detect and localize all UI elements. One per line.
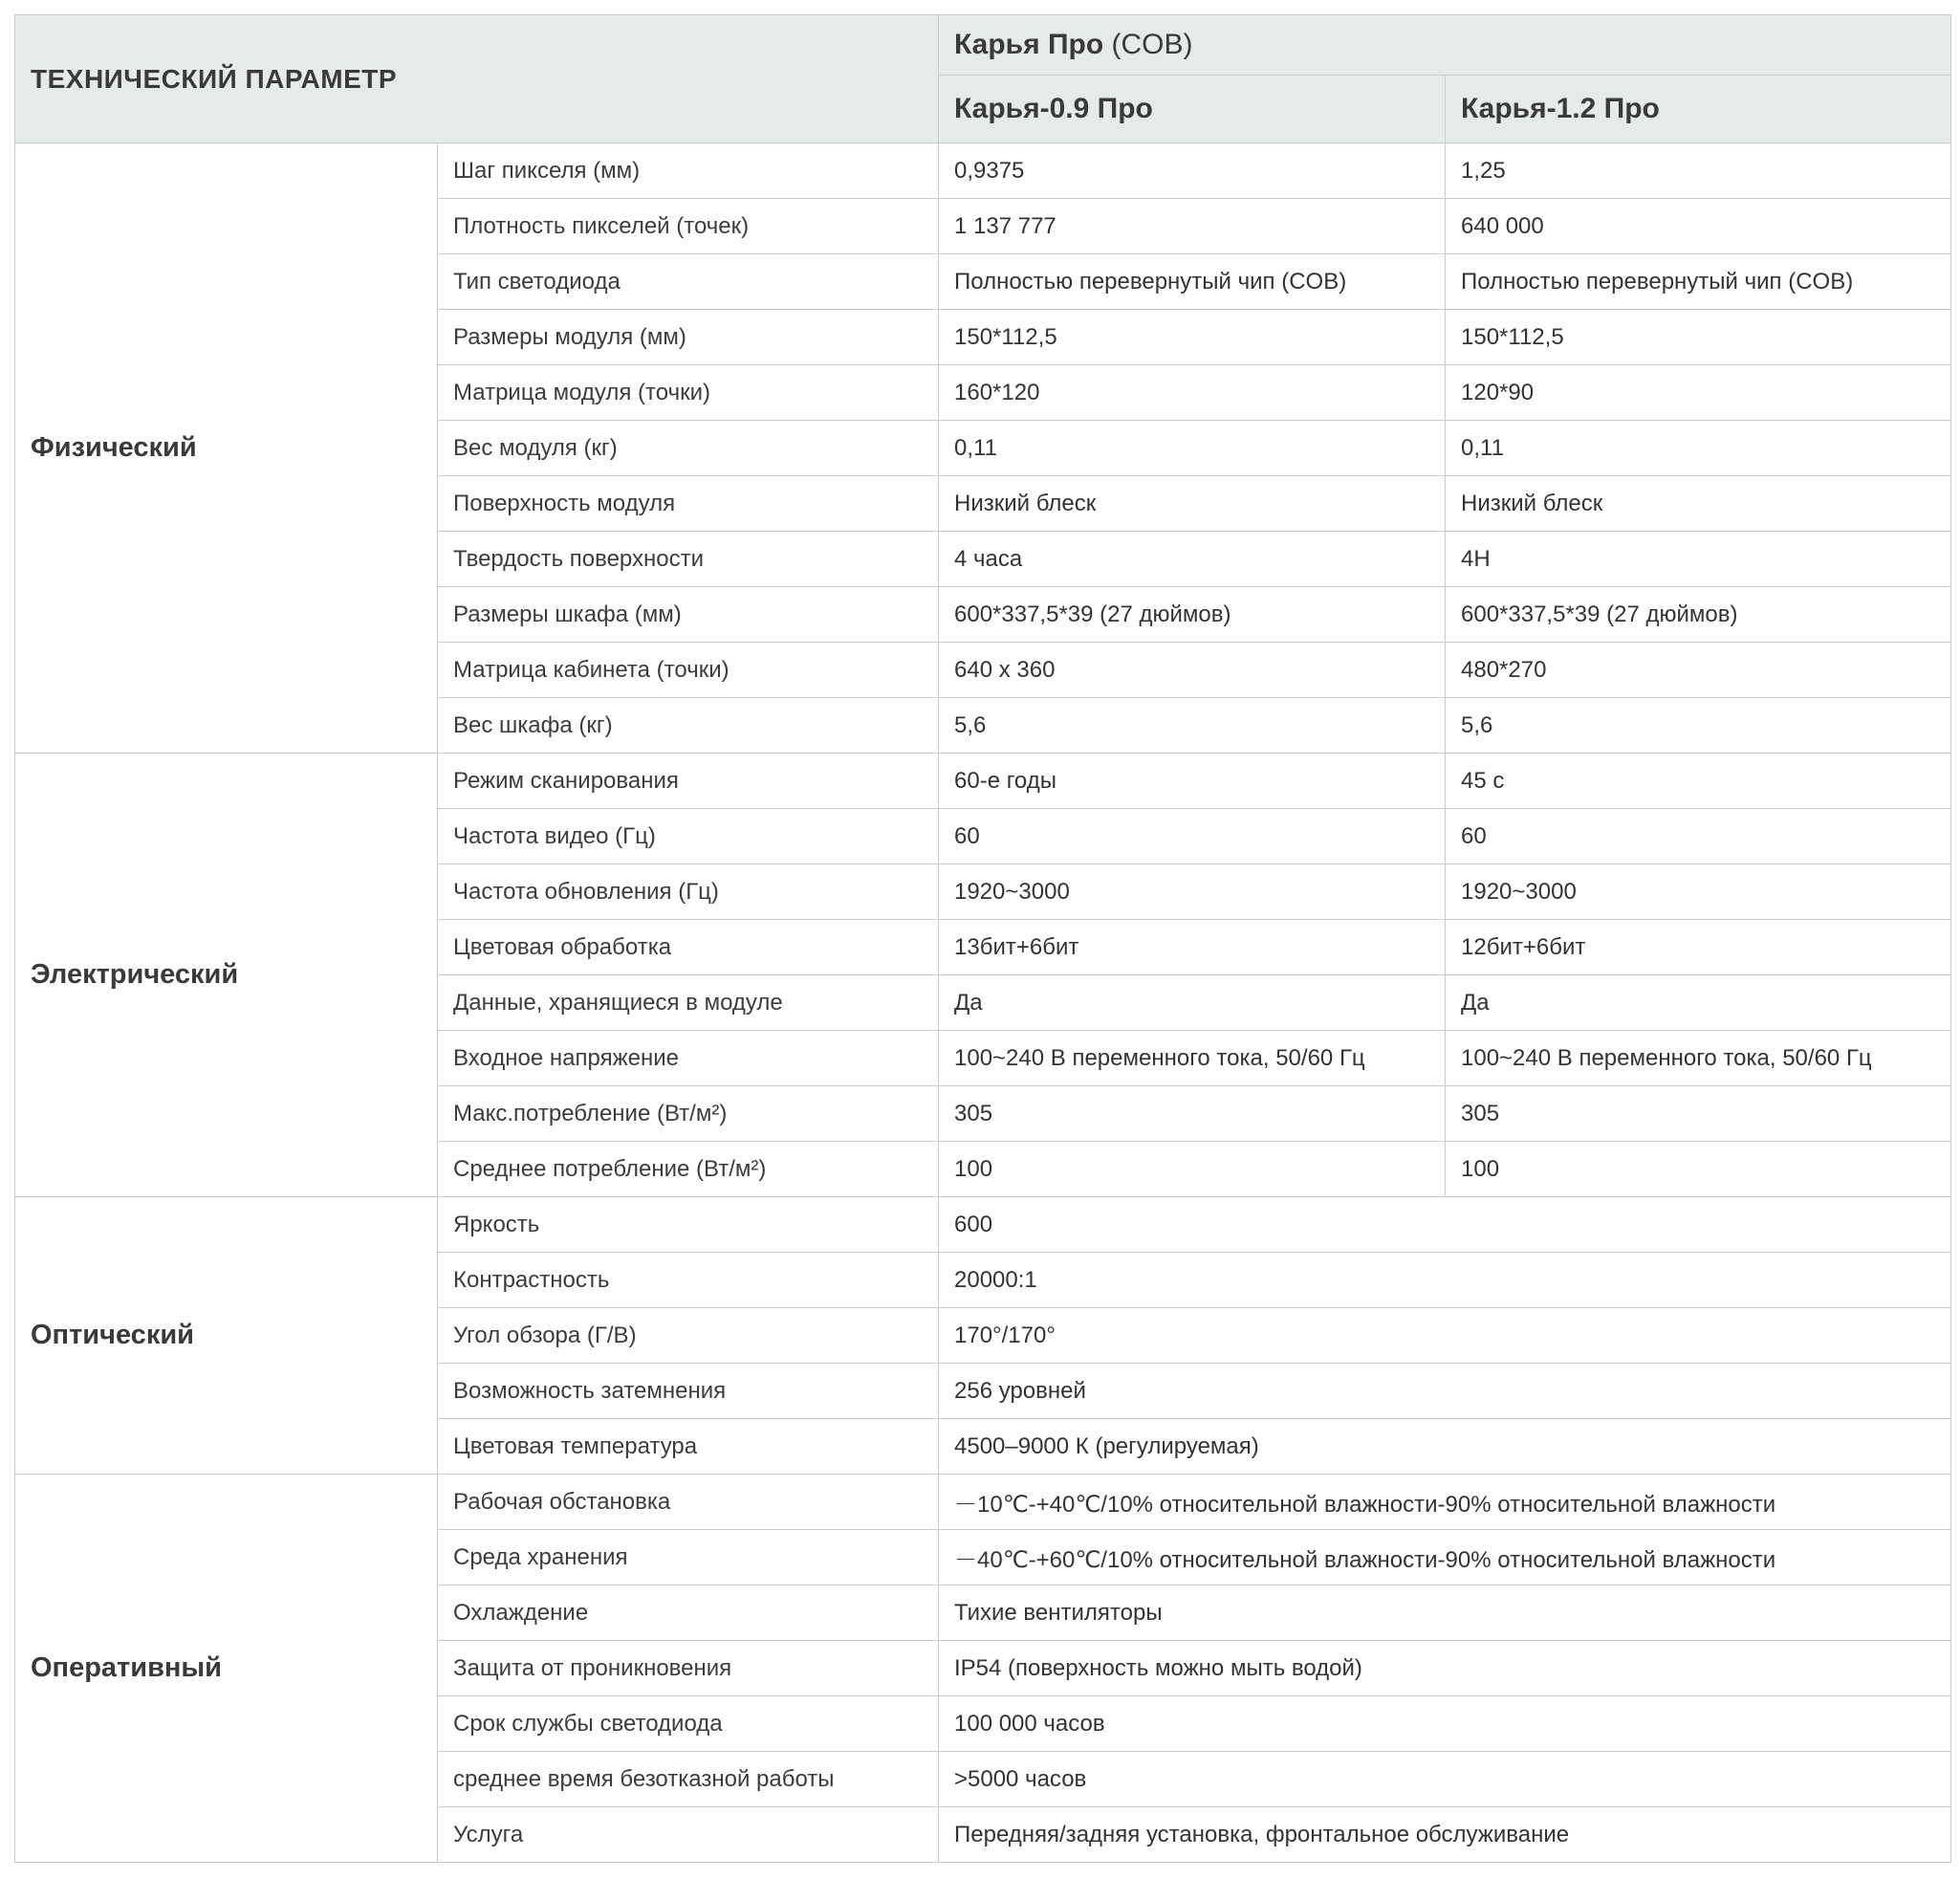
header-title: ТЕХНИЧЕСКИЙ ПАРАМЕТР [15, 15, 939, 143]
header-model-group [939, 15, 1951, 76]
model-2-value-cell: 1,25 [1446, 143, 1951, 199]
model-2-value-cell: 120*90 [1446, 365, 1951, 421]
param-name-cell: Контрастность [438, 1253, 939, 1308]
spec-table [14, 14, 1951, 1863]
model-1-value-cell: 4 часа [939, 532, 1446, 587]
param-name-cell: Цветовая обработка [438, 920, 939, 975]
category-cell: Оптический [15, 1197, 438, 1475]
param-name-cell: Размеры шкафа (мм) [438, 587, 939, 643]
spec-table-container [14, 14, 1950, 1863]
category-cell: Электрический [15, 754, 438, 1197]
spec-table-header [15, 15, 1951, 143]
model-2-value-cell: 5,6 [1446, 698, 1951, 754]
param-name-cell: Срок службы светодиода [438, 1696, 939, 1752]
param-name-cell: Услуга [438, 1807, 939, 1863]
model-2-value-cell: 0,11 [1446, 421, 1951, 476]
model-1-value-cell: 60-е годы [939, 754, 1446, 809]
model-1-value-cell: 100~240 В переменного тока, 50/60 Гц [939, 1031, 1446, 1086]
model-1-value-cell: 0,11 [939, 421, 1446, 476]
header-model-2: Карья-1.2 Про [1446, 76, 1951, 143]
model-2-value-cell: Да [1446, 975, 1951, 1031]
param-name-cell: Угол обзора (Г/В) [438, 1308, 939, 1364]
spec-table-body [15, 143, 1951, 1863]
model-2-value-cell: 100 [1446, 1142, 1951, 1197]
param-name-cell: Охлаждение [438, 1585, 939, 1641]
model-group-suffix: (COB) [1103, 29, 1193, 60]
shared-value-cell: 20000:1 [939, 1253, 1951, 1308]
param-name-cell: Плотность пикселей (точек) [438, 199, 939, 254]
shared-value-cell: 170°/170° [939, 1308, 1951, 1364]
param-name-cell: Защита от проникновения [438, 1641, 939, 1696]
model-2-value-cell: 480*270 [1446, 643, 1951, 698]
model-1-value-cell: 600*337,5*39 (27 дюймов) [939, 587, 1446, 643]
param-name-cell: Поверхность модуля [438, 476, 939, 532]
shared-value-cell: >5000 часов [939, 1752, 1951, 1807]
model-1-value-cell: Полностью перевернутый чип (COB) [939, 254, 1446, 310]
shared-value-cell: Передняя/задняя установка, фронтальное обслуживание [939, 1807, 1951, 1863]
model-1-value-cell: 160*120 [939, 365, 1446, 421]
shared-value-cell: 600 [939, 1197, 1951, 1253]
shared-value-cell: 4500–9000 К (регулируемая) [939, 1419, 1951, 1475]
model-1-value-cell: Низкий блеск [939, 476, 1446, 532]
model-1-value-cell: 640 x 360 [939, 643, 1446, 698]
param-name-cell: Данные, хранящиеся в модуле [438, 975, 939, 1031]
model-1-value-cell: 13бит+6бит [939, 920, 1446, 975]
model-group-name: Карья Про [954, 29, 1104, 60]
model-2-value-cell: 4H [1446, 532, 1951, 587]
shared-value-cell: －10℃-+40℃/10% относительной влажности-90% относительной влажности [939, 1475, 1951, 1530]
spec-row [15, 143, 1951, 199]
model-2-value-cell: 305 [1446, 1086, 1951, 1142]
shared-value-cell: IP54 (поверхность можно мыть водой) [939, 1641, 1951, 1696]
model-1-value-cell: 60 [939, 809, 1446, 864]
spec-row [15, 1475, 1951, 1530]
model-1-value-cell: Да [939, 975, 1446, 1031]
model-2-value-cell: 12бит+6бит [1446, 920, 1951, 975]
category-cell: Физический [15, 143, 438, 754]
param-name-cell: Яркость [438, 1197, 939, 1253]
model-1-value-cell: 5,6 [939, 698, 1446, 754]
header-model-1: Карья-0.9 Про [939, 76, 1446, 143]
model-2-value-cell: 1920~3000 [1446, 864, 1951, 920]
shared-value-cell: 256 уровней [939, 1364, 1951, 1419]
model-2-value-cell: Низкий блеск [1446, 476, 1951, 532]
param-name-cell: Тип светодиода [438, 254, 939, 310]
model-2-value-cell: 60 [1446, 809, 1951, 864]
model-2-value-cell: Полностью перевернутый чип (COB) [1446, 254, 1951, 310]
param-name-cell: Входное напряжение [438, 1031, 939, 1086]
category-cell: Оперативный [15, 1475, 438, 1863]
spec-row [15, 754, 1951, 809]
param-name-cell: Среднее потребление (Вт/м²) [438, 1142, 939, 1197]
model-2-value-cell: 640 000 [1446, 199, 1951, 254]
model-2-value-cell: 600*337,5*39 (27 дюймов) [1446, 587, 1951, 643]
param-name-cell: Возможность затемнения [438, 1364, 939, 1419]
spec-row [15, 1197, 1951, 1253]
shared-value-cell: 100 000 часов [939, 1696, 1951, 1752]
param-name-cell: Частота видео (Гц) [438, 809, 939, 864]
model-1-value-cell: 1920~3000 [939, 864, 1446, 920]
param-name-cell: Макс.потребление (Вт/м²) [438, 1086, 939, 1142]
param-name-cell: Цветовая температура [438, 1419, 939, 1475]
model-1-value-cell: 0,9375 [939, 143, 1446, 199]
model-2-value-cell: 100~240 В переменного тока, 50/60 Гц [1446, 1031, 1951, 1086]
param-name-cell: Частота обновления (Гц) [438, 864, 939, 920]
param-name-cell: Вес модуля (кг) [438, 421, 939, 476]
model-2-value-cell: 150*112,5 [1446, 310, 1951, 365]
param-name-cell: Размеры модуля (мм) [438, 310, 939, 365]
param-name-cell: Матрица кабинета (точки) [438, 643, 939, 698]
param-name-cell: Шаг пикселя (мм) [438, 143, 939, 199]
param-name-cell: Вес шкафа (кг) [438, 698, 939, 754]
param-name-cell: Твердость поверхности [438, 532, 939, 587]
param-name-cell: среднее время безотказной работы [438, 1752, 939, 1807]
model-2-value-cell: 45 с [1446, 754, 1951, 809]
shared-value-cell: －40℃-+60℃/10% относительной влажности-90% относительной влажности [939, 1530, 1951, 1585]
param-name-cell: Рабочая обстановка [438, 1475, 939, 1530]
param-name-cell: Матрица модуля (точки) [438, 365, 939, 421]
param-name-cell: Среда хранения [438, 1530, 939, 1585]
shared-value-cell: Тихие вентиляторы [939, 1585, 1951, 1641]
model-1-value-cell: 1 137 777 [939, 199, 1446, 254]
model-1-value-cell: 100 [939, 1142, 1446, 1197]
param-name-cell: Режим сканирования [438, 754, 939, 809]
model-1-value-cell: 305 [939, 1086, 1446, 1142]
model-1-value-cell: 150*112,5 [939, 310, 1446, 365]
